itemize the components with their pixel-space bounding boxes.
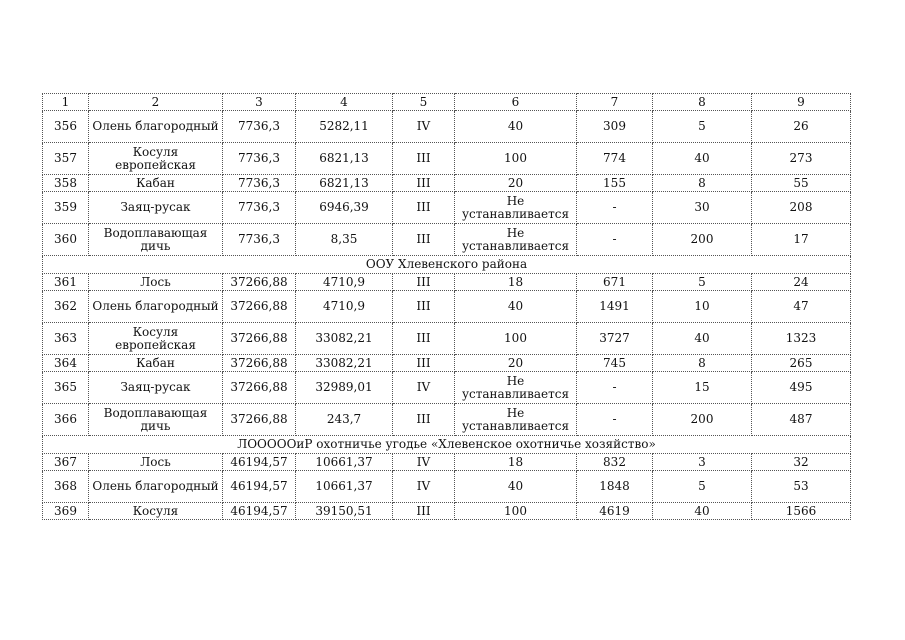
table-cell: 7736,3 [223,175,296,192]
table-row [43,372,851,404]
table-cell: 40 [653,503,752,520]
header-row [43,94,851,111]
table-cell: 155 [577,175,653,192]
table-row [43,404,851,436]
table-cell: 5 [653,274,752,291]
table-cell: III [393,404,455,436]
table-cell: 40 [455,471,577,503]
table-cell: 7736,3 [223,111,296,143]
table-cell: Олень благородный [89,471,223,503]
table-cell: 3 [653,454,752,471]
table-cell: - [577,224,653,256]
table-cell: Кабан [89,355,223,372]
table-cell: 1323 [752,323,851,355]
table-cell: 363 [43,323,89,355]
table-cell: 40 [653,323,752,355]
table-cell: Заяц-русак [89,192,223,224]
table-cell: 8,35 [296,224,393,256]
table-cell: 273 [752,143,851,175]
column-header: 1 [43,94,89,111]
table-cell: 40 [455,291,577,323]
table-cell: IV [393,111,455,143]
table-cell: 368 [43,471,89,503]
table-cell: 32989,01 [296,372,393,404]
table-cell: 365 [43,372,89,404]
table-cell: 243,7 [296,404,393,436]
column-header: 4 [296,94,393,111]
table-cell: 8 [653,355,752,372]
table-cell: Косуля европейская [89,143,223,175]
table-cell: III [393,355,455,372]
table-cell: III [393,274,455,291]
table-row [43,175,851,192]
table-cell: 8 [653,175,752,192]
table-cell: III [393,192,455,224]
table-cell: Не устанавливается [455,224,577,256]
table-cell: 208 [752,192,851,224]
table-row [43,503,851,520]
table-cell: 37266,88 [223,404,296,436]
table-cell: 33082,21 [296,323,393,355]
table-cell: 366 [43,404,89,436]
table-cell: Не устанавливается [455,192,577,224]
table-cell: 6821,13 [296,175,393,192]
table-cell: - [577,404,653,436]
table-cell: 10 [653,291,752,323]
table-cell: 1848 [577,471,653,503]
table-cell: 495 [752,372,851,404]
table-cell: - [577,192,653,224]
table-cell: 7736,3 [223,143,296,175]
section-row [43,256,851,274]
table-row [43,143,851,175]
table-cell: 369 [43,503,89,520]
column-header: 5 [393,94,455,111]
table-row [43,291,851,323]
table-cell: 46194,57 [223,454,296,471]
table-cell: Косуля [89,503,223,520]
table-cell: 3727 [577,323,653,355]
table-cell: 32 [752,454,851,471]
table-cell: 362 [43,291,89,323]
table-cell: 200 [653,404,752,436]
table-cell: 18 [455,454,577,471]
table-cell: III [393,291,455,323]
table-cell: Водоплавающая дичь [89,404,223,436]
table-cell: 358 [43,175,89,192]
table-cell: 40 [455,111,577,143]
table-cell: Не устанавливается [455,372,577,404]
table-cell: 20 [455,175,577,192]
table-cell: 4710,9 [296,274,393,291]
table-cell: 5 [653,471,752,503]
table-cell: Лось [89,274,223,291]
table-body [43,94,851,520]
column-header: 2 [89,94,223,111]
table-cell: 24 [752,274,851,291]
table-cell: 200 [653,224,752,256]
table-row [43,274,851,291]
table-cell: 37266,88 [223,355,296,372]
table-row [43,471,851,503]
table-cell: Лось [89,454,223,471]
table-cell: 745 [577,355,653,372]
table-cell: 26 [752,111,851,143]
table-cell: 7736,3 [223,224,296,256]
table-cell: 100 [455,143,577,175]
table-cell: 4710,9 [296,291,393,323]
table-row [43,355,851,372]
section-title: ЛОООООиР охотничье угодье «Хлевенское охотничье хозяйство» [43,436,851,454]
table-cell: 15 [653,372,752,404]
table-cell: III [393,143,455,175]
table-cell: IV [393,454,455,471]
table-cell: 37266,88 [223,372,296,404]
table-row [43,192,851,224]
table-cell: 20 [455,355,577,372]
table-cell: 46194,57 [223,471,296,503]
table-cell: 361 [43,274,89,291]
table-cell: IV [393,372,455,404]
table-cell: Косуля европейская [89,323,223,355]
table-cell: 7736,3 [223,192,296,224]
table-cell: 37266,88 [223,291,296,323]
table-cell: - [577,372,653,404]
table-cell: Заяц-русак [89,372,223,404]
table-cell: 10661,37 [296,471,393,503]
column-header: 9 [752,94,851,111]
section-title: ООУ Хлевенского района [43,256,851,274]
table-cell: 5282,11 [296,111,393,143]
table-cell: 55 [752,175,851,192]
column-header: 7 [577,94,653,111]
table-cell: 265 [752,355,851,372]
table-cell: III [393,175,455,192]
table-cell: 1566 [752,503,851,520]
table-cell: 5 [653,111,752,143]
table-cell: 30 [653,192,752,224]
table-cell: 357 [43,143,89,175]
table-row [43,111,851,143]
table-cell: 18 [455,274,577,291]
table-cell: 37266,88 [223,274,296,291]
table-cell: 17 [752,224,851,256]
table-cell: 33082,21 [296,355,393,372]
table-cell: III [393,224,455,256]
table-cell: 360 [43,224,89,256]
table-cell: 53 [752,471,851,503]
table-cell: 37266,88 [223,323,296,355]
column-header: 3 [223,94,296,111]
table-cell: 364 [43,355,89,372]
column-header: 6 [455,94,577,111]
table-cell: 46194,57 [223,503,296,520]
table-cell: 6821,13 [296,143,393,175]
table-cell: 6946,39 [296,192,393,224]
section-row [43,436,851,454]
table-cell: Олень благородный [89,111,223,143]
table-cell: 39150,51 [296,503,393,520]
table-row [43,323,851,355]
table-cell: 367 [43,454,89,471]
table-cell: 309 [577,111,653,143]
table-row [43,224,851,256]
table-cell: 487 [752,404,851,436]
table-cell: 774 [577,143,653,175]
table-cell: III [393,503,455,520]
table-cell: Кабан [89,175,223,192]
table-cell: 356 [43,111,89,143]
table-cell: 359 [43,192,89,224]
table-cell: III [393,323,455,355]
column-header: 8 [653,94,752,111]
table-cell: 10661,37 [296,454,393,471]
hunting-quota-table [42,93,851,520]
table-cell: 47 [752,291,851,323]
table-cell: 100 [455,503,577,520]
table-cell: Олень благородный [89,291,223,323]
table-cell: 4619 [577,503,653,520]
table-cell: 671 [577,274,653,291]
table-row [43,454,851,471]
table-cell: IV [393,471,455,503]
table-cell: 1491 [577,291,653,323]
table-cell: 832 [577,454,653,471]
table-cell: 40 [653,143,752,175]
table-cell: 100 [455,323,577,355]
table-cell: Не устанавливается [455,404,577,436]
table-cell: Водоплавающая дичь [89,224,223,256]
